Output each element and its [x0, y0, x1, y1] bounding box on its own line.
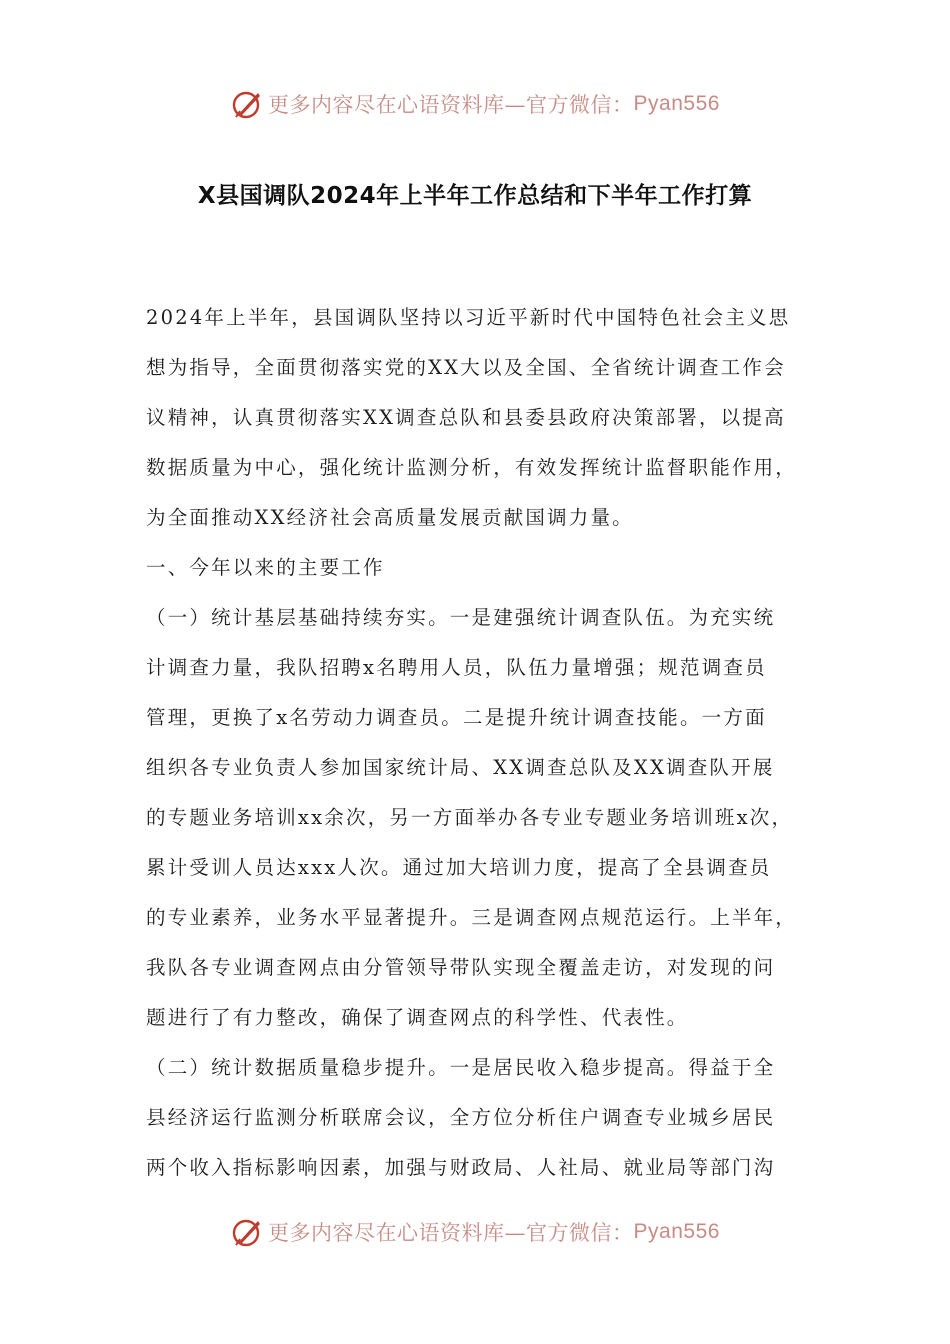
watermark-prefix: 更多内容尽在心语资料库—	[268, 1221, 527, 1245]
text-line: 为全面推动XX经济社会高质量发展贡献国调力量。	[146, 506, 634, 529]
text-line: （二）统计数据质量稳步提升。一是居民收入稳步提高。得益于全	[146, 1056, 776, 1079]
section-heading: 一、今年以来的主要工作	[146, 556, 385, 579]
text-line: 县经济运行监测分析联席会议，全方位分析住户调查专业城乡居民	[146, 1106, 776, 1129]
watermark-wechat-id: Pyan556	[633, 92, 720, 115]
text-line: 2024年上半年，县国调队坚持以习近平新时代中国特色社会主义思	[146, 306, 791, 329]
quill-logo-icon	[230, 1215, 264, 1249]
watermark-banner-bottom	[0, 1212, 950, 1252]
watermark-banner-top	[0, 84, 950, 124]
text-line: 组织各专业负责人参加国家统计局、XX调查总队及XX调查队开展	[146, 756, 775, 779]
text-line: 数据质量为中心，强化统计监测分析，有效发挥统计监督职能作用，	[146, 456, 798, 479]
document-body	[146, 293, 826, 1193]
text-line: （一）统计基层基础持续夯实。一是建强统计调查队伍。为充实统	[146, 606, 776, 629]
text-line: 我队各专业调查网点由分管领导带队实现全覆盖走访，对发现的问	[146, 956, 776, 979]
watermark-prefix: 更多内容尽在心语资料库—	[268, 93, 527, 117]
text-line: 管理，更换了x名劳动力调查员。二是提升统计调查技能。一方面	[146, 706, 767, 729]
text-line: 两个收入指标影响因素，加强与财政局、人社局、就业局等部门沟	[146, 1156, 776, 1179]
document-title: X县国调队2024年上半年工作总结和下半年工作打算	[197, 183, 753, 209]
text-line: 的专业素养，业务水平显著提升。三是调查网点规范运行。上半年，	[146, 906, 798, 929]
text-line: 计调查力量，我队招聘x名聘用人员，队伍力量增强；规范调查员	[146, 656, 767, 679]
text-line: 的专题业务培训xx余次，另一方面举办各专业专题业务培训班x次，	[146, 806, 794, 829]
watermark-wechat-id: Pyan556	[633, 1220, 720, 1243]
watermark-official: 官方微信：	[526, 93, 634, 117]
text-line: 题进行了有力整改，确保了调查网点的科学性、代表性。	[146, 1006, 689, 1029]
quill-logo-icon	[230, 87, 264, 121]
watermark-official: 官方微信：	[526, 1221, 634, 1245]
text-line: 累计受训人员达xxx人次。通过加大培训力度，提高了全县调查员	[146, 856, 772, 879]
text-line: 议精神，认真贯彻落实XX调查总队和县委县政府决策部署，以提高	[146, 406, 786, 429]
text-line: 想为指导，全面贯彻落实党的XX大以及全国、全省统计调查工作会	[146, 356, 786, 379]
